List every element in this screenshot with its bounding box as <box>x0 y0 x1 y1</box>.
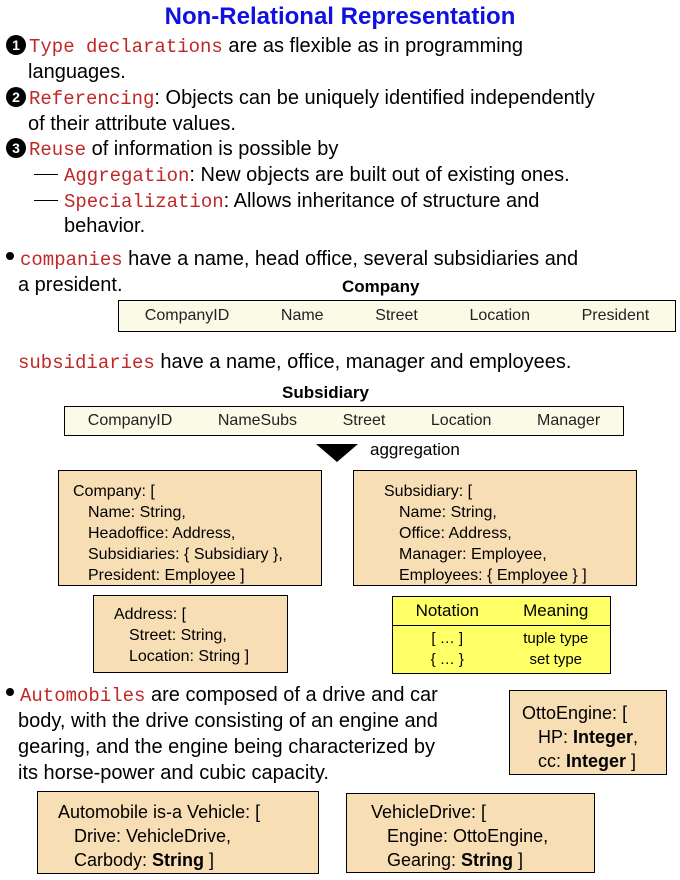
referencing-item: 2 Referencing: Objects can be uniquely identified independently <box>6 85 595 112</box>
continuation: of their attribute values. <box>28 113 236 135</box>
number-two-bullet-icon: 2 <box>6 87 26 107</box>
continuation: its horse-power and cubic capacity. <box>18 762 329 784</box>
table-column: NameSubs <box>217 412 298 429</box>
table-column: Name <box>280 307 324 324</box>
keyword: Reuse <box>29 139 87 161</box>
notation-row: { … } set type <box>430 651 583 668</box>
number-one-bullet-icon: 1 <box>6 35 26 55</box>
subsidiary-table-title: Subsidiary <box>282 383 369 402</box>
continuation: languages. <box>28 61 126 83</box>
keyword: Type declarations <box>29 36 223 58</box>
notation-table <box>392 596 611 674</box>
keyword: Referencing <box>29 88 155 110</box>
subsidiary-table <box>64 406 624 436</box>
notation-row: [ … ] tuple type <box>431 630 589 647</box>
continuation: body, with the drive consisting of an engine and <box>18 710 438 732</box>
continuation: behavior. <box>64 215 146 237</box>
down-arrow-icon <box>316 441 358 463</box>
table-column: Street <box>375 307 418 324</box>
aggregation-subitem: Aggregation: New objects are built out of existing ones. <box>34 162 570 189</box>
subsidiary-type-box: Subsidiary: [ Name: String, Office: Address, Manager: Employee, Employees: { Employee } ] <box>353 470 637 586</box>
table-column: President <box>581 307 650 324</box>
company-table <box>118 300 676 332</box>
table-column: CompanyID <box>144 307 230 324</box>
table-column: Street <box>342 412 386 429</box>
reuse-item: 3 Reuse of information is possible by <box>6 136 338 163</box>
companies-item: companies have a name, head office, several subsidiaries and <box>6 246 578 273</box>
dash-icon <box>34 200 58 201</box>
automobiles-item: Automobiles are composed of a drive and car <box>6 682 438 709</box>
number-three-bullet-icon: 3 <box>6 138 26 158</box>
table-column: Location <box>469 307 530 324</box>
company-table-title: Company <box>342 277 420 296</box>
vehicle-drive-box: VehicleDrive: [ Engine: OttoEngine, Gearing: String ] <box>346 793 595 873</box>
page-title: Non-Relational Representation <box>164 3 516 30</box>
notation-header: Notation Meaning <box>393 597 610 626</box>
aggregation-label: aggregation <box>370 440 460 459</box>
table-column: Manager <box>537 412 601 429</box>
bullet-dot-icon <box>6 252 14 260</box>
address-type-box: Address: [ Street: String, Location: String ] <box>93 595 288 673</box>
specialization-subitem: Specialization: Allows inheritance of structure and <box>34 188 539 215</box>
table-column: CompanyID <box>87 412 173 429</box>
type-declarations-item: 1 Type declarations are as flexible as in programming <box>6 33 523 60</box>
automobile-box: Automobile is-a Vehicle: [ Drive: VehicleDrive, Carbody: String ] <box>37 791 319 874</box>
bullet-dot-icon <box>6 688 14 696</box>
dash-icon <box>34 174 58 175</box>
continuation: gearing, and the engine being characterized by <box>18 736 435 758</box>
continuation: a president. <box>18 274 123 296</box>
subsidiaries-item: subsidiaries have a name, office, manager and employees. <box>18 351 572 374</box>
table-column: Location <box>430 412 492 429</box>
otto-engine-box: OttoEngine: [ HP: Integer, cc: Integer ] <box>509 690 667 775</box>
company-type-box: Company: [ Name: String, Headoffice: Address, Subsidiaries: { Subsidiary }, President: Employee ] <box>58 470 322 586</box>
